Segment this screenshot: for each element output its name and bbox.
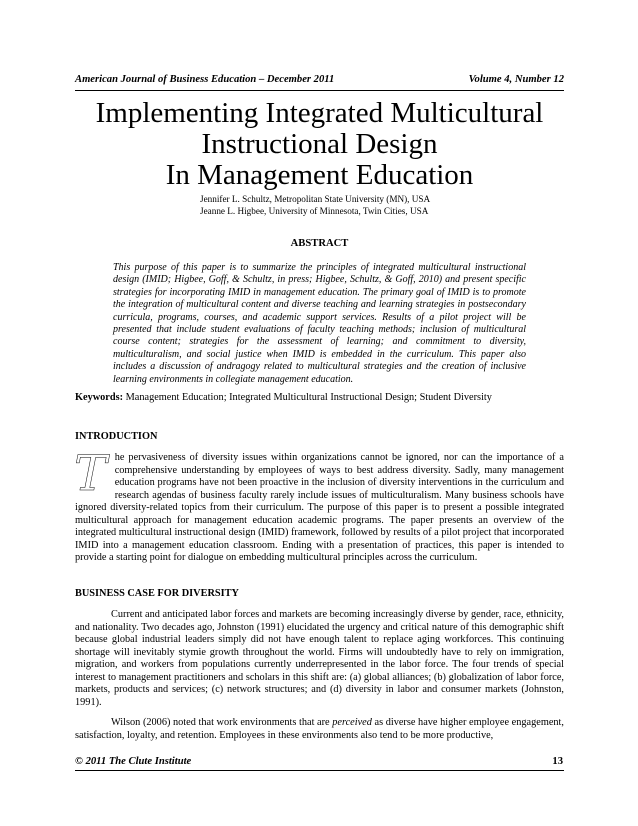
drop-cap: T — [74, 445, 107, 502]
copyright: © 2011 The Clute Institute — [75, 756, 192, 767]
journal-name: American Journal of Business Education – December 2011 — [75, 74, 335, 85]
business-case-paragraph-2 — [75, 717, 564, 742]
author-list — [200, 193, 430, 217]
introduction-text: he pervasiveness of diversity issues within organizations cannot be ignored, nor can the importance of a comprehensive understanding by employees of ways to best address diversity. Sadly, many management education programs have not been proactive in the inclusion of diversity interventions in the curriculum and research agendas of business faculty rarely include issues of multiculturalism. Many business schools have ignored diversity-related topics from their curriculum. The purpose of this paper is to present a possible integrated multicultural approach for management education academic programs. The paper presents an overview of the integrated multicultural instructional design (IMID) framework, followed by results of a pilot project that incorporated IMID into a management education classroom. Ending with a presentation of practices, this paper is intended to provide a starting point for dialogue on embedding multicultural principles across the curriculum. — [75, 452, 564, 563]
keywords-text: Management Education; Integrated Multicultural Instructional Design; Student Diversity — [125, 392, 492, 403]
introduction-paragraph — [74, 445, 564, 565]
volume-number: Volume 4, Number 12 — [468, 74, 564, 85]
abstract-text: This purpose of this paper is to summarize the principles of integrated multicultural instructional design (IMID; Higbee, Goff, & Schultz, in press; Higbee, Schultz, & Goff, 2010) and present specific strategies for incorporating IMID in management education. The primary goal of IMID is to promote the integration of multicultural content and diverse teaching and learning strategies in postsecondary curricula, programs, courses, and academic support services. Results of a pilot project will be presented that include student evaluations of faculty teaching methods; inclusion of multicultural course content; strategies for the assessment of learning; and commitment to diversity, multiculturalism, and social justice when IMID is embedded in the curriculum. This paper also includes a discussion of andragogy related to multicultural strategies and the creation of inclusive learning environments in collegiate management education. — [113, 262, 526, 385]
page-number: 13 — [552, 756, 563, 767]
keywords-label: Keywords: — [75, 392, 124, 403]
paragraph-2-start: Wilson (2006) noted that work environments that are — [111, 717, 333, 728]
paper-title — [75, 98, 564, 191]
emphasis-perceived: perceived — [332, 717, 372, 728]
title-line-1: Implementing Integrated Multicultural — [95, 97, 544, 129]
title-line-3: In Management Education — [165, 159, 474, 191]
business-case-heading: BUSINESS CASE FOR DIVERSITY — [75, 588, 239, 599]
abstract-heading: ABSTRACT — [290, 238, 349, 249]
business-case-paragraph-1: Current and anticipated labor forces and markets are becoming increasingly diverse by gender, race, ethnicity, and nationality. Two decades ago, Johnston (1991) elucidated the urgency and critical nature of this demographic shift because global industrial leaders simply did not have enough talent to replace aging workforces. This continuing shortage will inevitably stymie growth throughout the world. Firms will undoubtedly have to rely on immigration, migration, and workers from populations currently underrepresented in the labor force. The four trends of special interest to management practitioners and scholars in this shift are: (a) global alliances; (b) globalization of labor force, markets, products and services; (c) network structures; and (d) diversity in labor and consumer markets (Johnston, 1991). — [75, 609, 564, 708]
paragraph-2-end: as diverse have higher employee engagement, satisfaction, loyalty, and retention. Employees in these environments also tend to be more productive, — [75, 717, 564, 741]
keywords — [75, 392, 564, 403]
author-1: Jennifer L. Schultz, Metropolitan State University (MN), USA — [200, 194, 431, 204]
title-line-2: Instructional Design — [201, 128, 438, 160]
author-2: Jeanne L. Higbee, University of Minnesota, Twin Cities, USA — [200, 206, 429, 216]
running-header — [75, 74, 564, 91]
introduction-heading: INTRODUCTION — [75, 431, 158, 442]
